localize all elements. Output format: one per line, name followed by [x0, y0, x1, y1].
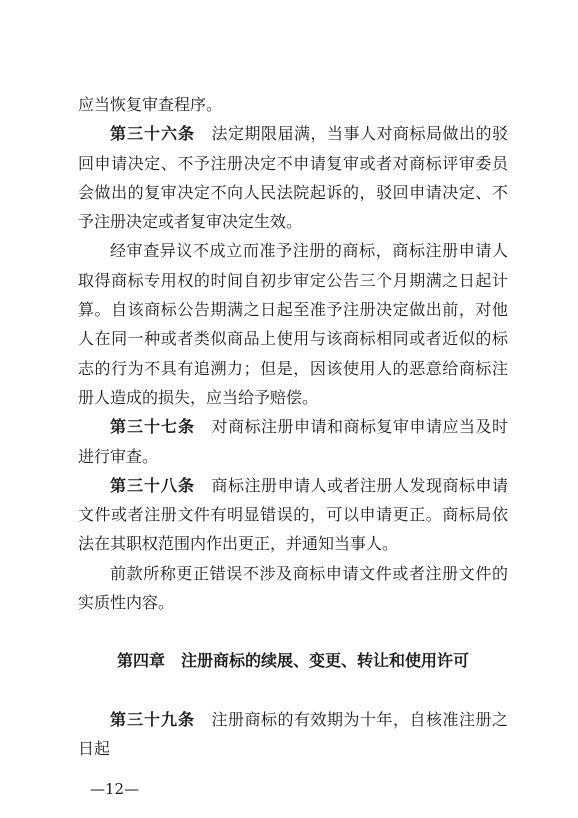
article-39: [78, 705, 508, 764]
body-text: [78, 90, 508, 763]
paragraph-text: 应当恢复审查程序。: [78, 95, 223, 114]
article-heading: 第三十六条: [110, 124, 195, 144]
article-36: [78, 119, 508, 236]
spacer: [78, 676, 508, 705]
paragraph-text: 商标注册申请人或者注册人发现商标申请文件或者注册文件有明显错误的，可以申请更正。商标局依法在其职权范围内作出更正，并通知当事人。: [78, 475, 508, 554]
article-heading: 第三十八条: [110, 475, 195, 495]
article-heading: 第三十九条: [110, 709, 195, 729]
article-heading: 第三十七条: [110, 417, 195, 437]
paragraph-text: 经审查异议不成立而准予注册的商标，商标注册申请人取得商标专用权的时间自初步审定公告三个月期满之日起计算。自该商标公告期满之日起至准予注册决定做出前，对他人在同一种或者类似商品上使用与该商标相同或者近似的标志的行为不具有追溯力；但是，因该使用人的恶意给商标注册人造成的损失，应当给予赔偿。: [78, 241, 508, 407]
paragraph-text: 注册商标的有效期为十年，自核准注册之日起: [78, 709, 508, 758]
paragraph-text: 前款所称更正错误不涉及商标申请文件或者注册文件的实质性内容。: [78, 563, 508, 613]
paragraph-text: 对商标注册申请和商标复审申请应当及时进行审查。: [78, 417, 508, 466]
chapter-title: 第四章 注册商标的续展、变更、转让和使用许可: [116, 651, 469, 671]
page-number: —12—: [90, 780, 140, 798]
article-38: [78, 471, 508, 559]
paragraph-opposition: [78, 236, 508, 412]
paragraph-correction: [78, 559, 508, 618]
article-37: [78, 412, 508, 471]
spacer: [78, 617, 508, 646]
paragraph-text: 法定期限届满，当事人对商标局做出的驳回申请决定、不予注册决定不申请复审或者对商标评审委员会做出的复审决定不向人民法院起诉的，驳回申请决定、不予注册决定或者复审决定生效。: [78, 124, 508, 232]
paragraph-continuation: [78, 90, 508, 119]
